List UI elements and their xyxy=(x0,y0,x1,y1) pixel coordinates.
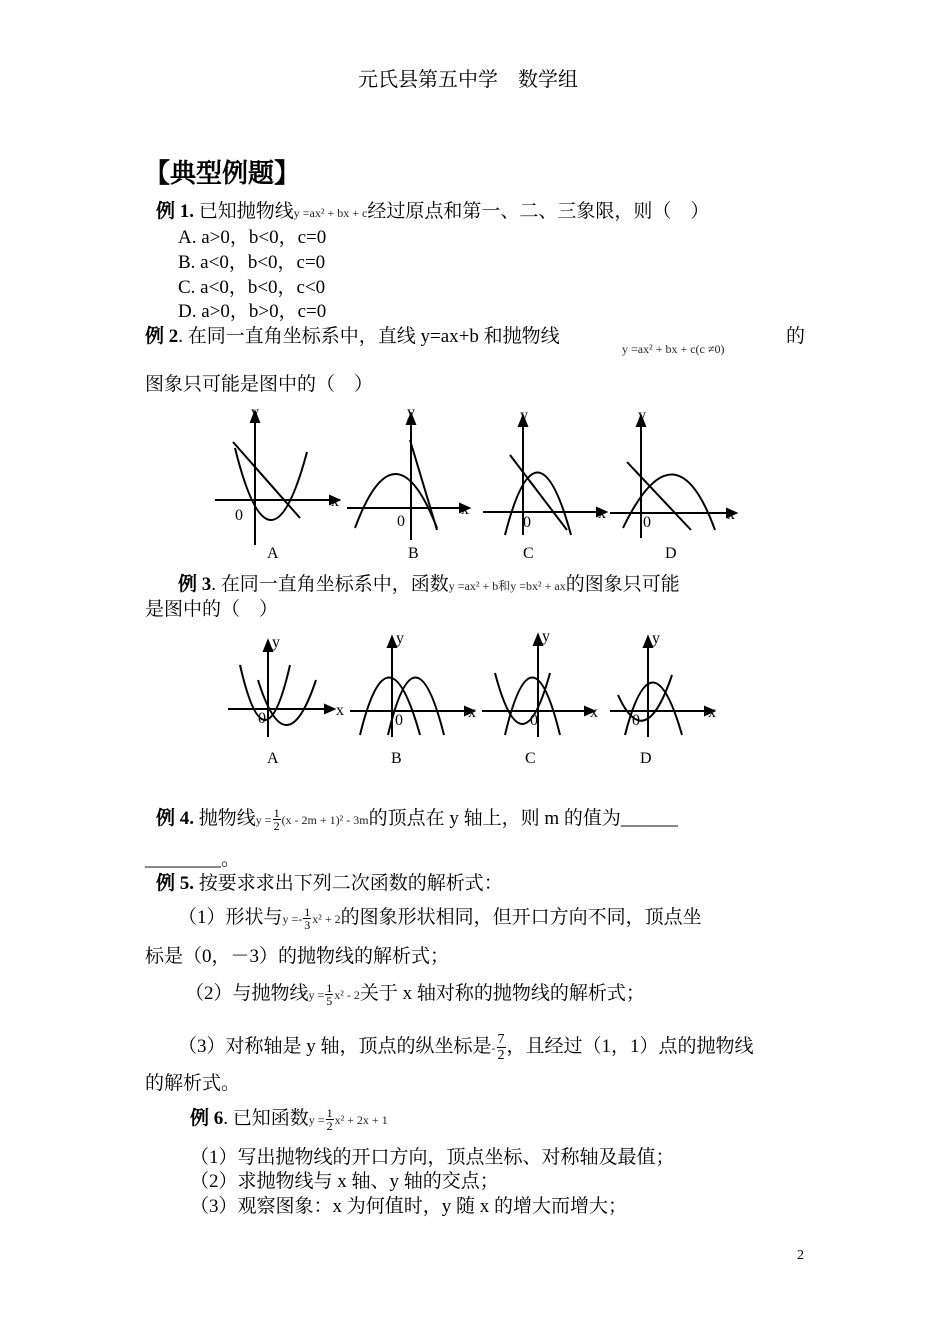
graph-2d-label: D xyxy=(665,545,677,562)
example-3-pre: . 在同一直角坐标系中，函数 xyxy=(211,574,449,595)
example-6-label: 例 6 xyxy=(190,1108,224,1129)
graph-3c-origin: 0 xyxy=(530,712,538,729)
example-1-formula: y =ax² + bx + c xyxy=(293,206,368,220)
example-2 xyxy=(145,325,560,349)
graph-3a-x-label: x xyxy=(336,702,344,719)
example-2-graphs xyxy=(205,400,755,565)
page-number: 2 xyxy=(797,1248,804,1263)
example-3-formula: y =ax² + b和y =bx² + ax xyxy=(448,579,566,593)
example-2-pre: . 在同一直角坐标系中，直线 y=ax+b 和抛物线 xyxy=(178,326,560,347)
graph-2b-y-label: y xyxy=(407,404,415,421)
example-1-post: 经过原点和第一、二、三象限，则（ ） xyxy=(367,201,710,222)
example-3-label: 例 3 xyxy=(178,574,212,595)
example-5-part-3: （3）对称轴是 y 轴，顶点的纵坐标是- $\frac{7}{2}$ ，且经过（1，1）点的抛物线 xyxy=(178,1032,754,1063)
graph-3c-label: C xyxy=(525,750,536,767)
page-header: 元氏县第五中学 数学组 xyxy=(358,69,578,91)
graph-3a-y-label: y xyxy=(272,634,280,651)
graph-2d-x-label: x xyxy=(727,506,735,523)
graph-2b-origin: 0 xyxy=(397,513,405,530)
example-5-part-3-line2: 的解析式。 xyxy=(145,1073,241,1094)
graph-3b-origin: 0 xyxy=(395,712,403,729)
example-5-part-1-line2: 标是（0，－3）的抛物线的解析式； xyxy=(145,946,450,967)
example-4-label: 例 4. xyxy=(156,808,195,829)
example-3-post: 的图象只可能 xyxy=(565,574,680,595)
example-3-line2: 是图中的（ ） xyxy=(145,599,279,620)
graph-3b-y-label: y xyxy=(396,630,404,647)
graph-2c-origin: 0 xyxy=(523,514,531,531)
graph-3c-y-label: y xyxy=(542,628,550,645)
graph-2c-y-label: y xyxy=(520,407,528,424)
example-4-post: 的顶点在 y 轴上，则 m 的值为______ xyxy=(368,808,678,829)
graph-2a-y-label: y xyxy=(251,404,259,421)
example-6-item-1: （1）写出抛物线的开口方向，顶点坐标、对称轴及最值； xyxy=(190,1147,675,1168)
example-1-pre: 已知抛物线 xyxy=(198,201,294,222)
example-3 xyxy=(178,573,680,598)
example-4-formula-pre: y = xyxy=(255,813,272,827)
option-b: B. a<0，b<0，c=0 xyxy=(178,252,326,273)
graph-3d-label: D xyxy=(640,750,652,767)
example-5-text: 按要求求出下列二次函数的解析式： xyxy=(198,873,503,894)
graph-3d-y-label: y xyxy=(652,630,660,647)
graph-2b-x-label: x xyxy=(461,501,469,518)
example-5-part-2: （2）与抛物线y = $\frac{1}{5}$ x² - 2关于 x 轴对称的抛物线的解析式； xyxy=(185,981,645,1009)
graph-3c-x-label: x xyxy=(590,704,598,721)
example-1 xyxy=(156,200,709,225)
example-4-fraction: $\frac{1}{2}$ xyxy=(273,806,280,834)
graph-2a-label: A xyxy=(267,545,279,562)
example-6-fraction: $\frac{1}{2}$ xyxy=(326,1106,333,1134)
example-5-part-3-fraction: $\frac{7}{2}$ xyxy=(497,1032,505,1063)
example-2-post: 的 xyxy=(786,326,806,347)
option-a: A. a>0，b<0，c=0 xyxy=(178,227,327,248)
graph-2c-label: C xyxy=(523,545,534,562)
graph-3d-origin: 0 xyxy=(632,712,640,729)
example-2-line2: 图象只可能是图中的（ ） xyxy=(145,374,374,395)
example-4-line2: ________。 xyxy=(145,849,241,870)
example-5-part-1-fraction: $\frac{1}{3}$ xyxy=(304,905,311,933)
example-6-item-3: （3）观察图象：x 为何值时，y 随 x 的增大而增大； xyxy=(190,1196,628,1217)
example-2-label: 例 2 xyxy=(145,326,179,347)
example-4-pre: 抛物线 xyxy=(198,808,256,829)
example-5-part-2-fraction: $\frac{1}{5}$ xyxy=(326,981,333,1009)
example-2-formula: y =ax² + bx + c(c ≠0) xyxy=(622,342,725,356)
graph-2a-origin: 0 xyxy=(235,507,243,524)
example-5-part-1: （1）形状与y =- $\frac{1}{3}$ x² + 2的图象形状相同，但开口方向不同，顶点坐 xyxy=(178,905,702,933)
graph-3d-x-label: x xyxy=(708,704,716,721)
graph-2a-x-label: x xyxy=(331,493,339,510)
graph-3a-origin: 0 xyxy=(258,710,266,727)
option-d: D. a>0，b>0，c=0 xyxy=(178,301,327,322)
example-6-item-2: （2）求抛物线与 x 轴、y 轴的交点； xyxy=(190,1171,499,1192)
graph-2d-y-label: y xyxy=(638,407,646,424)
example-6: 例 6. 已知函数y = $\frac{1}{2}$ x² + 2x + 1 xyxy=(190,1106,388,1134)
example-5-label: 例 5. xyxy=(156,873,195,894)
graph-3a-label: A xyxy=(267,750,279,767)
graph-3b-label: B xyxy=(391,750,402,767)
example-1-label: 例 1. xyxy=(156,201,195,222)
graph-2c-x-label: x xyxy=(598,505,606,522)
example-3-graphs xyxy=(220,625,730,770)
example-4 xyxy=(156,807,678,832)
graph-2d-origin: 0 xyxy=(643,514,651,531)
graph-2b-label: B xyxy=(408,545,419,562)
example-5 xyxy=(156,872,503,896)
example-4-formula-post: (x - 2m + 1)² - 3m xyxy=(281,813,369,827)
option-c: C. a<0，b<0，c<0 xyxy=(178,277,326,298)
graph-3b-x-label: x xyxy=(468,704,476,721)
section-title: 【典型例题】 xyxy=(144,159,301,188)
